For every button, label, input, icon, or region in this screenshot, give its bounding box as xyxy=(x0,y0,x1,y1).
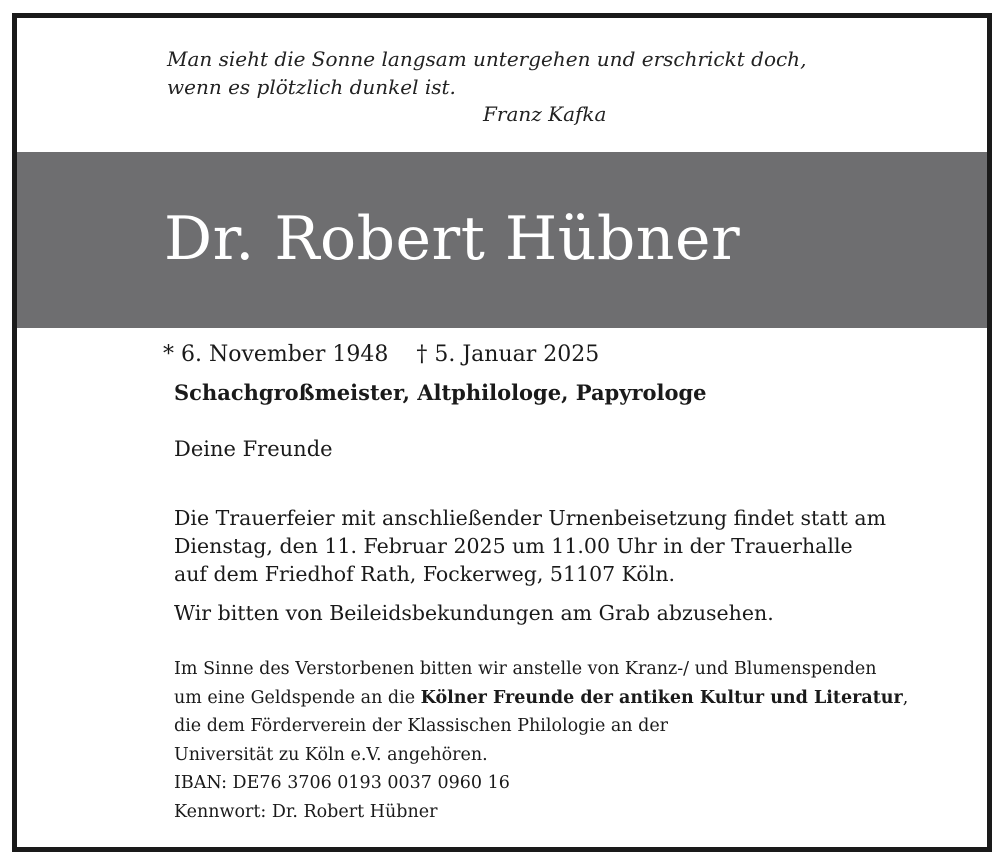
donation-line: die dem Förderverein der Klassischen Philologie an der xyxy=(174,716,669,736)
service-line: Dienstag, den 11. Februar 2025 um 11.00 Uhr in der Trauerhalle xyxy=(174,534,853,558)
profession: Schachgroßmeister, Altphilologe, Papyrologe xyxy=(174,380,707,405)
donation-suffix: , xyxy=(902,687,909,708)
donation-keyword: Kennwort: Dr. Robert Hübner xyxy=(174,801,438,822)
donation-line xyxy=(174,684,908,713)
condolence-request: Wir bitten von Beileidsbekundungen am Grab abzusehen. xyxy=(174,601,774,625)
service-line: auf dem Friedhof Rath, Fockerweg, 51107 Köln. xyxy=(174,562,676,586)
mourners-signature: Deine Freunde xyxy=(174,437,333,461)
life-dates xyxy=(163,342,599,367)
donation-info xyxy=(174,655,908,826)
quote-line: Man sieht die Sonne langsam untergehen und erschrickt doch, xyxy=(167,47,807,71)
service-line: Die Trauerfeier mit anschließender Urnenbeisetzung findet statt am xyxy=(174,506,887,530)
name-banner xyxy=(17,152,987,328)
death-date: † 5. Januar 2025 xyxy=(416,342,600,367)
funeral-service-info xyxy=(174,504,886,588)
donation-iban: IBAN: DE76 3706 0193 0037 0960 16 xyxy=(174,773,510,793)
birth-date: * 6. November 1948 xyxy=(163,342,389,367)
quote-author: Franz Kafka xyxy=(483,102,607,126)
deceased-name: Dr. Robert Hübner xyxy=(164,204,741,274)
donation-prefix: um eine Geldspende an die xyxy=(174,687,421,708)
donation-line: Universität zu Köln e.V. angehören. xyxy=(174,744,488,765)
obituary-frame xyxy=(12,13,992,852)
quote-line: wenn es plötzlich dunkel ist. xyxy=(167,75,456,99)
donation-recipient: Kölner Freunde der antiken Kultur und Literatur xyxy=(420,687,903,708)
epigraph-quote xyxy=(167,45,867,101)
donation-line: Im Sinne des Verstorbenen bitten wir anstelle von Kranz-/ und Blumenspenden xyxy=(174,659,877,679)
